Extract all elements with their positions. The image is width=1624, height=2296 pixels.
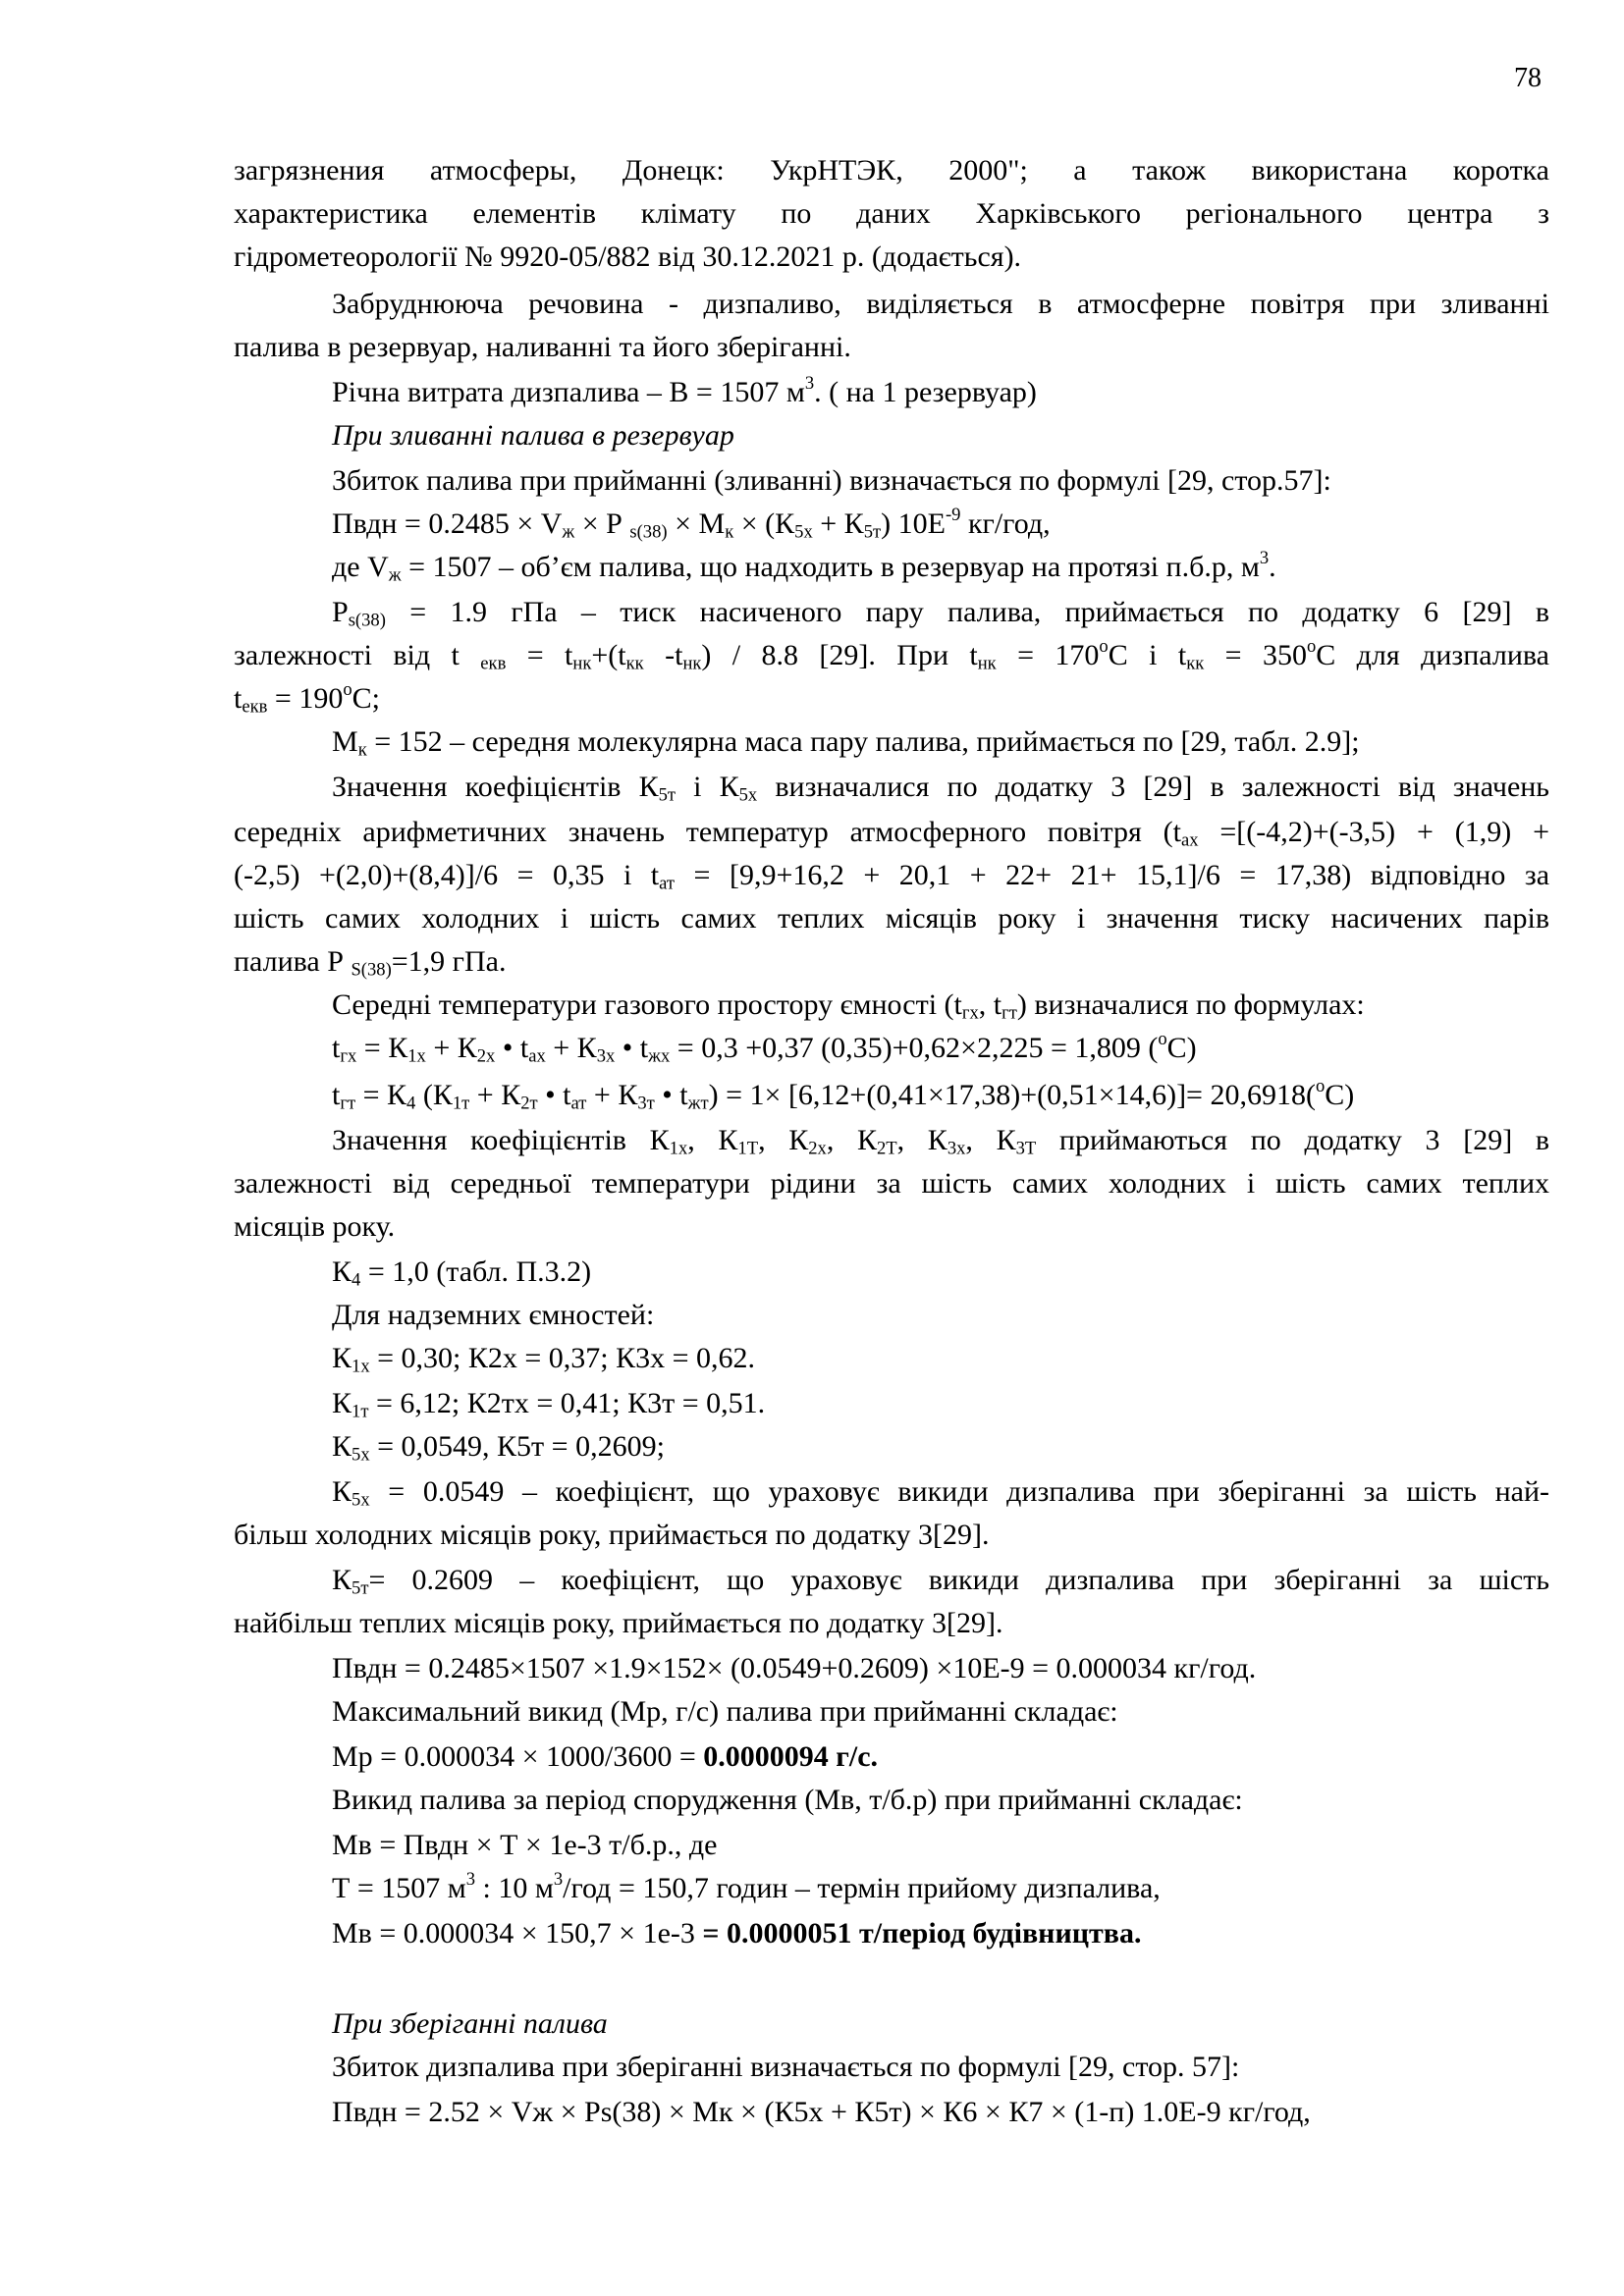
text-line: характеристика елементів клімату по даних Харківського регіонального центра з <box>234 197 1549 230</box>
text-line: гідрометеорології № 9920-05/882 від 30.12.2021 р. (додається). <box>234 240 1022 273</box>
page-number: 78 <box>1514 63 1542 93</box>
text-line: Річна витрата дизпалива – В = 1507 $м^3$. ( на 1 резервуар) <box>332 372 1037 408</box>
text-line: де $V_ж = 1507$ – об’єм палива, що надходить в резервуар на протязі п.б.р, $м^3$. <box>332 547 1276 586</box>
result-value: 0.0000094 г/с. <box>703 1740 879 1773</box>
text-line: $К_4 = 1,0$ (табл. П.3.2) <box>332 1255 592 1291</box>
result-value: = 0.0000051 т/період будівництва. <box>702 1917 1142 1949</box>
text-line: залежності від середньої температури рідини за шість самих холодних і шість самих теплих <box>234 1167 1549 1200</box>
text-line: місяців року. <box>234 1210 396 1243</box>
text-line: палива Р $_{S(38)}$=1,9 гПа. <box>234 945 507 981</box>
text-line: (-2,5) +(2,0)+(8,4)]/6 = 0,35 і $t_{ат} = [9,9+16,2 + 20,1 + 22+ 21+ 15,1]/6 = 17,38$) відповідно за <box>234 859 1550 894</box>
text-line: Значення коефіцієнтів $К_{5т}$ і $К_{5х}$ визначалися по додатку 3 [29] в залежності від значень <box>332 771 1549 806</box>
text-line: Максимальний викид (Мр, г/с) палива при прийманні складає: <box>332 1695 1118 1728</box>
text-line: найбільш теплих місяців року, приймається по додатку 3[29]. <box>234 1607 1003 1639</box>
text-line: більш холодних місяців року, приймається по додатку 3[29]. <box>234 1519 990 1551</box>
text-line: загрязнения атмосферы, Донецк: УкрНТЭК, 2000"; а також використана коротка <box>234 154 1549 187</box>
text-line: $К_{1х} = 0,30$; К2х = 0,37; К3х = 0,62. <box>332 1342 756 1377</box>
text-line: $М_к = 152$ – середня молекулярна маса пару палива, приймається по [29, табл. 2.9]; <box>332 725 1360 761</box>
text-line: $t_{екв} = 190^оС$; <box>234 678 380 718</box>
text-line: Збиток дизпалива при зберіганні визначається по формулі [29, стор. 57]: <box>332 2051 1240 2083</box>
text-line: Для надземних ємностей: <box>332 1299 655 1331</box>
text-line: Забруднююча речовина - дизпаливо, виділяється в атмосферне повітря при зливанні <box>332 288 1549 320</box>
formula-line: Мв = 0.000034 × 150,7 × 1е-3 = 0.0000051 т/період будівництва. <box>332 1917 1142 1949</box>
section-heading: При зберіганні палива <box>332 2007 608 2040</box>
formula-line: Мв = Пвдн × Т × 1е-3 т/б.р., де <box>332 1829 718 1861</box>
formula-line: Пвдн = $0.2485 \times V_ж \times Р$ $_{s(38)} \times М_к \times (К_{5х} + К_{5т})$ $10Е^{-9}$ кг/год, <box>332 504 1051 543</box>
text-line: залежності від t $_{екв} = t_{нк}+(t_{кк}$ $-t_{нк}) / 8.8$ [29]. При $t_{нк} = 170^оС$ і $t_{кк} = 350^оС$ для дизпалива <box>234 635 1549 674</box>
text-line: палива в резервуар, наливанні та його зберіганні. <box>234 331 851 363</box>
text-line: Викид палива за період спорудження (Мв, т/б.р) при прийманні складає: <box>332 1784 1243 1816</box>
formula-line: $t_{гх} = К_{1х} + К_{2х}$ • $t_{ах} + К_{3х}$ • $t_{жх} = 0,3 +0,37$ (0,35)+0,62×2,225 = 1,809 ($^о$С) <box>332 1028 1197 1067</box>
text-line: Середні температури газового простору ємності ($t_{гх}$, $t_{гт}$) визначалися по формулах: <box>332 988 1365 1024</box>
formula-line: Мр = 0.000034 × 1000/3600 = 0.0000094 г/с. <box>332 1740 879 1773</box>
text-line: $К_{5т}= 0.2609$ – коефіцієнт, що ураховує викиди дизпалива при зберіганні за шість <box>332 1564 1549 1599</box>
text-line: Збиток палива при прийманні (зливанні) визначається по формулі [29, стор.57]: <box>332 464 1331 497</box>
text-line: шість самих холодних і шість самих теплих місяців року і значення тиску насичених парів <box>234 902 1549 934</box>
section-heading: При зливанні палива в резервуар <box>332 419 734 452</box>
text-line: середніх арифметичних значень температур атмосферного повітря ($t_{ах} =[(-4,2)+(-3,5) + (1,9)$ + <box>234 816 1549 851</box>
formula-line: Пвдн = 2.52 × Vж × Ps(38) × Mк × (К5х + К5т) × К6 × К7 × (1-п) 1.0Е-9 кг/год, <box>332 2096 1311 2128</box>
formula-line: $t_{гт} = К_4$ ($К_{1т} + К_{2т}$ • $t_{ат} + К_{3т}$ • $t_{жт}) = 1\times [6,12+(0,41\times 17,38)+(0,51\times 14,6)]= 20,6918(^оС)$ <box>332 1075 1355 1114</box>
text-line: $Р_{s(38)} = 1.9$ гПа – тиск насиченого пару палива, приймається по додатку 6 [29] в <box>332 596 1549 631</box>
text-line: Т = 1507 $м^3$ : 10 $м^3$/год = 150,7 годин – термін прийому дизпалива, <box>332 1868 1161 1904</box>
text-line: $К_{1т} = 6,12$; К2тх = 0,41; К3т = 0,51. <box>332 1387 766 1422</box>
text-line: $К_{5х} = 0,0549$, К5т = 0,2609; <box>332 1430 665 1466</box>
formula-line: Пвдн = 0.2485×1507 ×1.9×152× (0.0549+0.2609) ×10Е-9 = 0.000034 кг/год. <box>332 1652 1257 1684</box>
text-line: Значення коефіцієнтів $К_{1х}$, $К_{1Т}$, $К_{2х}$, $К_{2Т}$, $К_{3х}$, $К_{3Т}$ приймаються по додатку 3 [29] в <box>332 1124 1550 1159</box>
text-line: $К_{5х} = 0.0549$ – коефіцієнт, що ураховує викиди дизпалива при зберіганні за шість най- <box>332 1475 1549 1511</box>
